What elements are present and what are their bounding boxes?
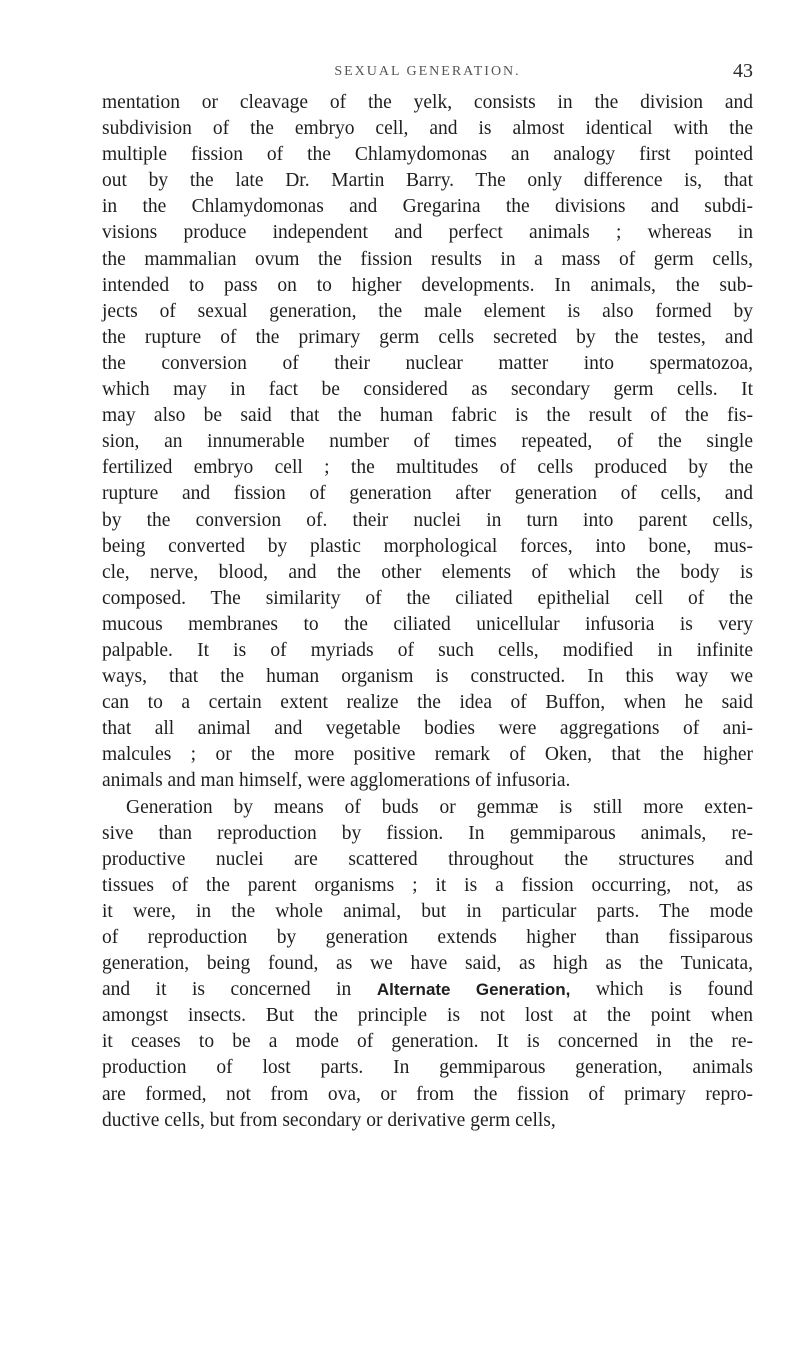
text-line: rupture and fission of generation after generation of cells, and [102, 483, 753, 505]
body-text [102, 90, 753, 1134]
text-line: that all animal and vegetable bodies were aggregations of ani- [102, 718, 753, 740]
text-line: which may in fact be considered as secondary germ cells. It [102, 379, 753, 401]
page-number: 43 [733, 60, 753, 82]
text-line: of reproduction by generation extends higher than fissiparous [102, 927, 753, 948]
text-line: in the Chlamydomonas and Gregarina the divisions and subdi- [102, 196, 753, 218]
text-line: the mammalian ovum the fission results in a mass of germ cells, [102, 248, 753, 270]
text-line: are formed, not from ova, or from the fission of primary repro- [102, 1083, 753, 1105]
text-fragment: which is found [570, 979, 754, 1001]
text-line: palpable. It is of myriads of such cells, modified in infinite [102, 639, 753, 661]
paragraph-gemmation [102, 795, 753, 1134]
text-line: composed. The similarity of the ciliated epithelial cell of the [102, 587, 753, 609]
text-line: generation, being found, as we have said, as high as the Tunicata, [102, 953, 753, 975]
text-line: sive than reproduction by fission. In gemmiparous animals, re- [102, 822, 753, 844]
text-line-with-term [102, 977, 753, 1003]
text-line: ductive cells, but from secondary or derivative germ cells, [102, 1109, 556, 1131]
text-line: intended to pass on to higher developments. In animals, the sub- [102, 274, 753, 296]
text-line: out by the late Dr. Martin Barry. The only difference is, that [102, 170, 753, 192]
text-line: being converted by plastic morphological forces, into bone, mus- [102, 535, 753, 557]
text-line: tissues of the parent organisms ; it is a fission occurring, not, as [102, 874, 753, 896]
text-line: malcules ; or the more positive remark of Oken, that the higher [102, 744, 753, 766]
text-line: productive nuclei are scattered throughout the structures and [102, 848, 753, 870]
text-line: cle, nerve, blood, and the other elements of which the body is [102, 561, 753, 583]
text-line: may also be said that the human fabric is the result of the fis- [102, 405, 753, 427]
running-title: SEXUAL GENERATION. [334, 64, 521, 79]
text-line: animals and man himself, were agglomerations of infusoria. [102, 770, 571, 792]
text-line: mucous membranes to the ciliated unicellular infusoria is very [102, 613, 753, 635]
text-line: visions produce independent and perfect animals ; whereas in [102, 222, 753, 244]
running-head [102, 60, 753, 86]
text-line: amongst insects. But the principle is not lost at the point when [102, 1005, 753, 1027]
paragraph-cell-division [102, 90, 753, 795]
text-line: by the conversion of. their nuclei in turn into parent cells, [102, 509, 753, 531]
text-line: the rupture of the primary germ cells secreted by the testes, and [102, 326, 753, 348]
text-line: sion, an innumerable number of times repeated, of the single [102, 431, 753, 453]
text-line: production of lost parts. In gemmiparous generation, animals [102, 1057, 753, 1079]
text-line: fertilized embryo cell ; the multitudes of cells produced by the [102, 457, 753, 479]
text-line: the conversion of their nuclear matter into spermatozoa, [102, 352, 753, 374]
text-line: mentation or cleavage of the yelk, consists in the division and [102, 92, 753, 113]
text-line: it ceases to be a mode of generation. It is concerned in the re- [102, 1031, 753, 1053]
text-line: can to a certain extent realize the idea of Buffon, when he said [102, 692, 753, 714]
text-line: subdivision of the embryo cell, and is almost identical with the [102, 118, 753, 140]
text-fragment: and it is concerned in [102, 979, 377, 1001]
text-line: multiple fission of the Chlamydomonas an analogy first pointed [102, 144, 753, 166]
bold-term-alternate-generation: Alternate Generation, [376, 980, 571, 1000]
text-line: Generation by means of buds or gemmæ is still more exten- [126, 796, 753, 818]
text-line: jects of sexual generation, the male element is also formed by [102, 300, 753, 322]
text-line: ways, that the human organism is constructed. In this way we [102, 666, 753, 688]
text-line: it were, in the whole animal, but in particular parts. The mode [102, 900, 753, 922]
